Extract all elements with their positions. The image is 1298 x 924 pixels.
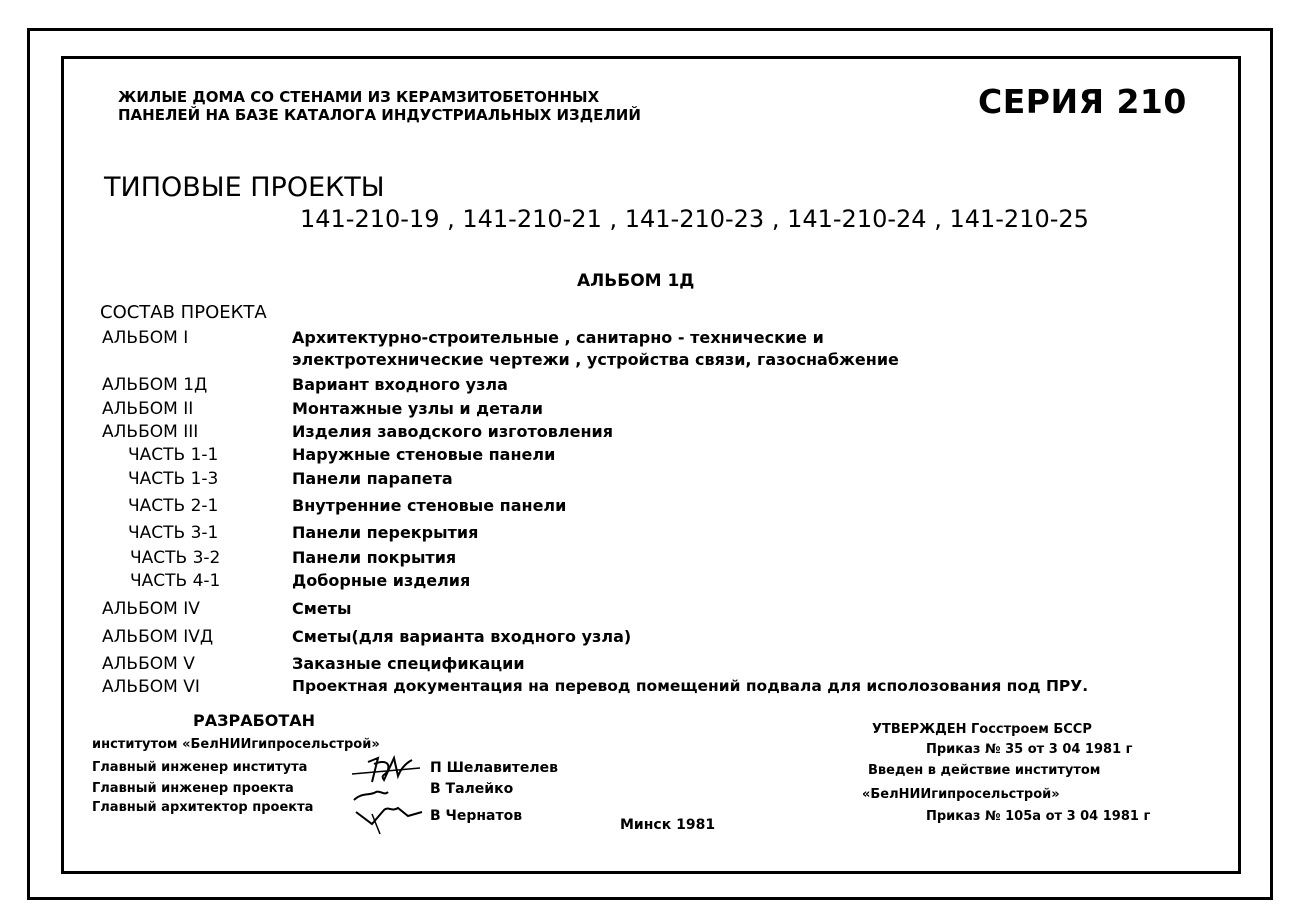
list-item-label: АЛЬБОМ IV — [102, 599, 200, 619]
header-title — [118, 88, 641, 124]
header-line-2: ПАНЕЛЕЙ НА БАЗЕ КАТАЛОГА ИНДУСТРИАЛЬНЫХ ИЗДЕЛИЙ — [118, 106, 641, 124]
list-item-label: ЧАСТЬ 2-1 — [128, 496, 219, 516]
list-item-desc: Заказные спецификации — [292, 654, 525, 673]
list-item-desc: Панели перекрытия — [292, 523, 479, 542]
project-engineer-name: В Талейко — [430, 781, 514, 797]
list-item-desc: Панели парапета — [292, 469, 453, 488]
typical-projects-title: ТИПОВЫЕ ПРОЕКТЫ — [104, 172, 385, 203]
list-item-label: АЛЬБОМ II — [102, 399, 194, 419]
list-item-desc: Архитектурно-строительные , санитарно - технические и — [292, 328, 824, 347]
list-item-label: ЧАСТЬ 4-1 — [130, 571, 221, 591]
list-item-desc: Проектная документация на перевод помещений подвала для исполозования под ПРУ. — [292, 677, 1089, 695]
developed-title: РАЗРАБОТАН — [193, 711, 316, 730]
list-item-label: ЧАСТЬ 1-1 — [128, 445, 219, 465]
list-item-label: ЧАСТЬ 3-2 — [130, 548, 221, 568]
list-item-label: ЧАСТЬ 1-3 — [128, 469, 219, 489]
city-year: Минск 1981 — [620, 817, 716, 833]
list-item-desc: Вариант входного узла — [292, 375, 508, 394]
list-item-desc: Монтажные узлы и детали — [292, 399, 543, 418]
composition-title: СОСТАВ ПРОЕКТА — [100, 302, 267, 323]
list-item-desc: Изделия заводского изготовления — [292, 422, 613, 441]
list-item-desc: Сметы(для варианта входного узла) — [292, 627, 632, 646]
approved-line-5: Приказ № 105а от 3 04 1981 г — [926, 809, 1151, 824]
approved-line-1: УТВЕРЖДЕН Госстроем БССР — [872, 722, 1092, 737]
chief-architect-name: В Чернатов — [430, 808, 523, 824]
header-line-1: ЖИЛЫЕ ДОМА СО СТЕНАМИ ИЗ КЕРАМЗИТОБЕТОННЫХ — [118, 88, 600, 106]
series-label: СЕРИЯ 210 — [978, 82, 1187, 121]
list-item-label: АЛЬБОМ IVД — [102, 627, 214, 647]
signatures-graphic — [350, 752, 435, 840]
album-title: АЛЬБОМ 1Д — [577, 271, 695, 291]
list-item-desc: Панели покрытия — [292, 548, 457, 567]
list-item-label: АЛЬБОМ I — [102, 328, 189, 348]
list-item-label: АЛЬБОМ V — [102, 654, 195, 674]
list-item-desc: Внутренние стеновые панели — [292, 496, 567, 515]
developed-by: институтом «БелНИИгипросельстрой» — [92, 737, 380, 752]
list-item-label: АЛЬБОМ 1Д — [102, 375, 208, 395]
list-item-desc: Доборные изделия — [292, 571, 471, 590]
approved-line-4: «БелНИИгипросельстрой» — [862, 787, 1060, 802]
chief-architect-role: Главный архитектор проекта — [92, 800, 314, 815]
approved-line-3: Введен в действие институтом — [868, 763, 1101, 778]
list-item-label: АЛЬБОМ III — [102, 422, 199, 442]
list-item-label: АЛЬБОМ VI — [102, 677, 200, 697]
list-item-label: ЧАСТЬ 3-1 — [128, 523, 219, 543]
chief-engineer-name: П Шелавителев — [430, 760, 558, 776]
approved-line-2: Приказ № 35 от 3 04 1981 г — [926, 742, 1133, 757]
list-item-desc: электротехнические чертежи , устройства связи, газоснабжение — [292, 350, 899, 369]
chief-engineer-role: Главный инженер института — [92, 760, 308, 775]
list-item-desc: Сметы — [292, 599, 352, 618]
project-engineer-role: Главный инженер проекта — [92, 781, 294, 796]
typical-project-codes: 141-210-19 , 141-210-21 , 141-210-23 , 141-210-24 , 141-210-25 — [300, 205, 1089, 233]
list-item-desc: Наружные стеновые панели — [292, 445, 556, 464]
